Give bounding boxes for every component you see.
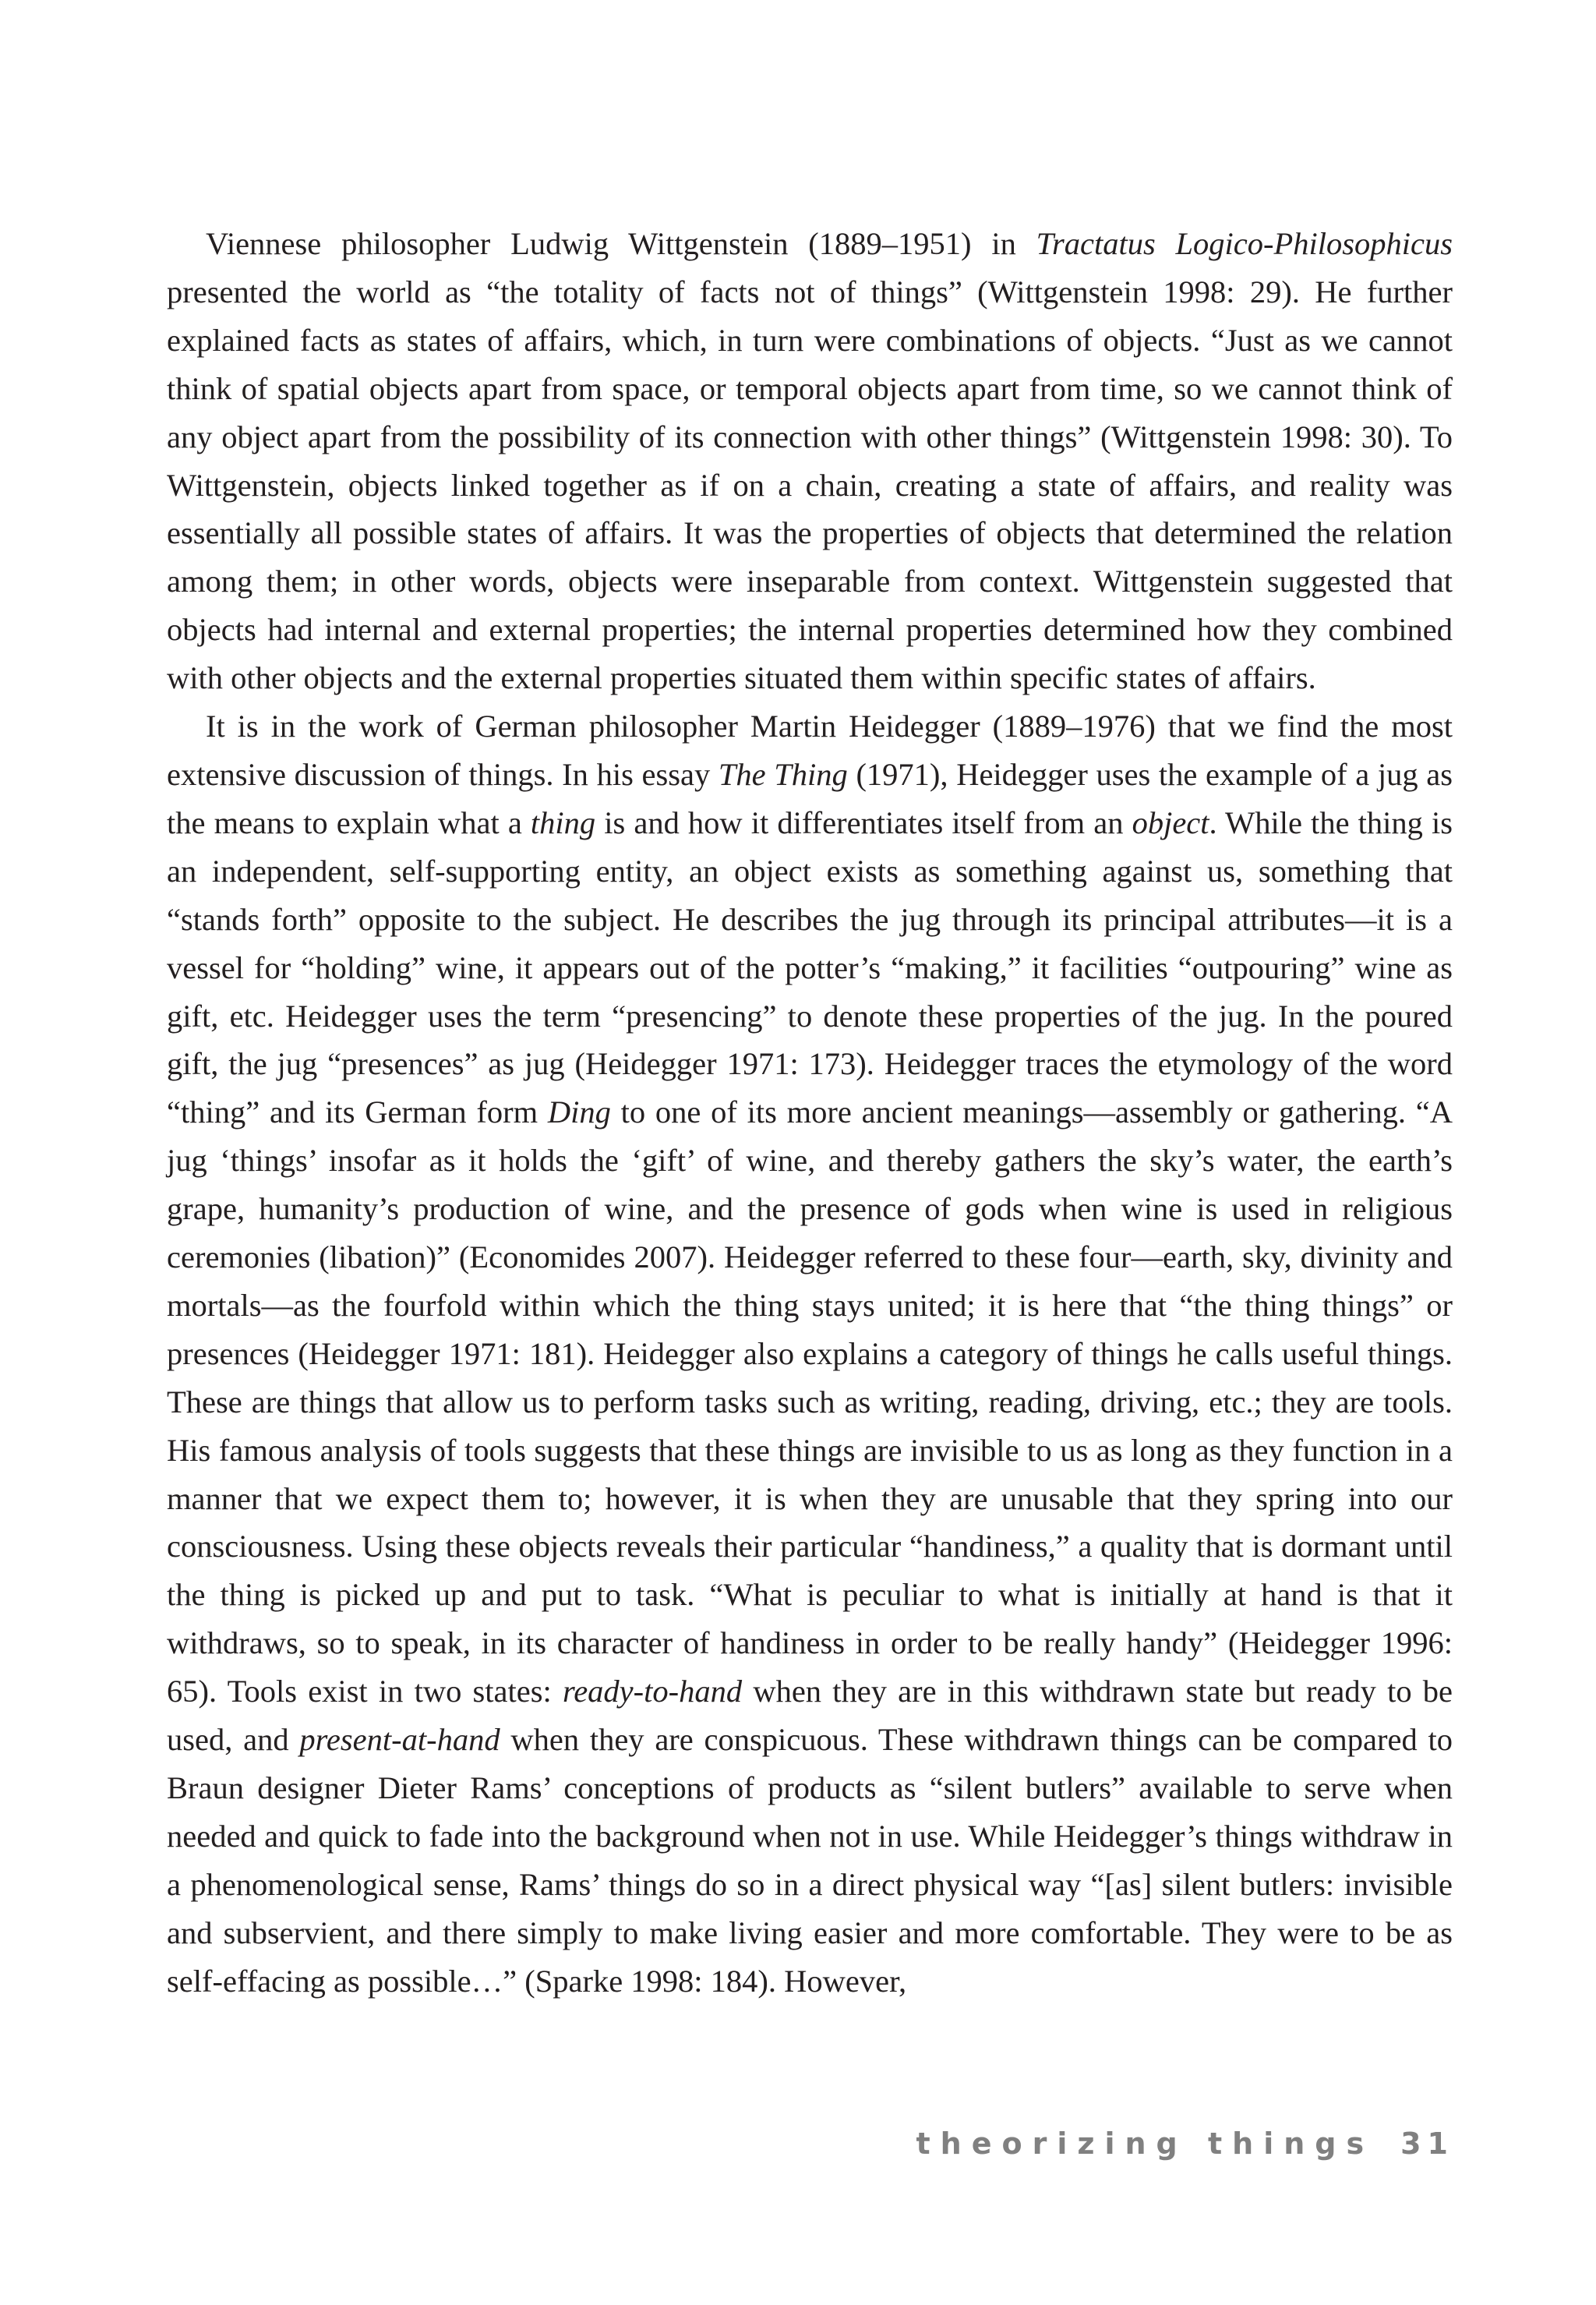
running-head: theorizing things <box>916 2126 1375 2161</box>
text-run: It is in the work of German philosopher Martin Heidegger (1889–1976) that we find the most extensive discussion of things. In his essay <box>167 709 1453 792</box>
text-run: when they are in this withdrawn state but ready to be used, and <box>167 1674 1453 1758</box>
paragraph-heidegger <box>167 702 1453 2005</box>
page-footer <box>916 2126 1455 2161</box>
body-text <box>167 220 1453 2006</box>
italic-title-tractatus: Tractatus Logico-Philosophicus <box>1036 226 1453 261</box>
text-run: presented the world as “the totality of facts not of things” (Wittgenstein 1998: 29). He further explained facts as states of affairs, which, in turn were combinations of objects. “Just as we cannot think of spatial objects apart from space, or temporal objects apart from time, so we cannot think of any object apart from the possibility of its connection with other things” (Wittgenstein 1998: 30). To Wittgenstein, objects linked together as if on a chain, creating a state of affairs, and reality was essentially all possible states of affairs. It was the properties of objects that determined the relation among them; in other words, objects were inseparable from context. Wittgenstein suggested that objects had internal and external properties; the internal properties determined how they combined with other objects and the external properties situated them within specific states of affairs. <box>167 274 1453 696</box>
text-run: Viennese philosopher Ludwig Wittgenstein (1889–1951) in <box>206 226 1036 261</box>
text-run: . While the thing is an independent, self-supporting entity, an object exists as something against us, something that “stands forth” opposite to the subject. He describes the jug through its principal attributes—it is a vessel for “holding” wine, it appears out of the potter’s “making,” it facilities “outpouring” wine as gift, etc. Heidegger uses the term “presencing” to denote these properties of the jug. In the poured gift, the jug “presences” as jug (Heidegger 1971: 173). Heidegger traces the etymology of the word “thing” and its German form <box>167 804 1453 1130</box>
italic-term-present-at-hand: present-at-hand <box>299 1722 500 1758</box>
paragraph-wittgenstein <box>167 220 1453 702</box>
italic-term-ready-to-hand: ready-to-hand <box>562 1674 743 1709</box>
page-number: 31 <box>1400 2126 1454 2161</box>
italic-term-thing: thing <box>530 804 596 840</box>
text-run: when they are conspicuous. These withdrawn things can be compared to Braun designer Dieter Rams’ conceptions of products as “silent butlers” available to serve when needed and quick to fade into the background when not in use. While Heidegger’s things withdraw in a phenomenological sense, Rams’ things do so in a direct physical way “[as] silent butlers: invisible and subservient, and there simply to make living easier and more comfortable. They were to be as self-effacing as possible…” (Sparke 1998: 184). However, <box>167 1722 1453 1999</box>
text-run: to one of its more ancient meanings—assembly or gathering. “A jug ‘things’ insofar as it holds the ‘gift’ of wine, and thereby gathers the sky’s water, the earth’s grape, humanity’s production of wine, and the presence of gods when wine is used in religious ceremonies (libation)” (Economides 2007). Heidegger referred to these four—earth, sky, divinity and mortals—as the fourfold within which the thing stays united; it is here that “the thing things” or presences (Heidegger 1971: 181). Heidegger also explains a category of things he calls useful things. These are things that allow us to perform tasks such as writing, reading, driving, etc.; they are tools. His famous analysis of tools suggests that these things are invisible to us as long as they function in a manner that we expect them to; however, it is when they are unusable that they spring into our consciousness. Using these objects reveals their particular “handiness,” a quality that is dormant until the thing is picked up and put to task. “What is peculiar to what is initially at hand is that it withdraws, so to speak, in its character of handiness in order to be really handy” (Heidegger 1996: 65). Tools exist in two states: <box>167 1094 1453 1709</box>
text-run: is and how it differentiates itself from an <box>595 804 1132 840</box>
italic-title-the-thing: The Thing <box>718 756 848 792</box>
italic-term-ding: Ding <box>547 1094 611 1130</box>
text-run: (1971), Heidegger uses the example of a jug as the means to explain what a <box>167 756 1453 840</box>
italic-term-object: object <box>1132 804 1209 840</box>
